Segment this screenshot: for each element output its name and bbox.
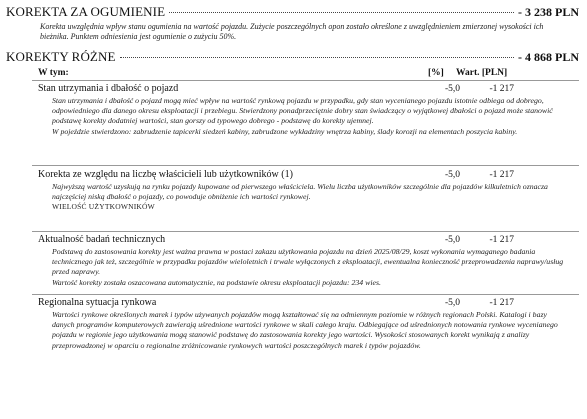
section-title: KOREKTA ZA OGUMIENIE — [6, 4, 166, 19]
ogumienie-note: Korekta uwzględnia wpływ stanu ogumienia na wartość pojazdu. Zużycie poszczególnych opon zostało określone z uwzględnieniem zmierzonej wysokości ich bieżnika. Punktem odniesienia jest ogumienie o zużyciu 50%. — [40, 22, 544, 41]
description-paragraph: W pojeździe stwierdzono: zabrudzenie tapicerki siedzeń kabiny, zabrudzone wykładziny wnętrza kabiny, ślady korozji na elementach poszycia kabiny. — [52, 126, 518, 136]
description-paragraph: Podstawą do zastosowania korekty jest ważna prawna w postaci zakazu użytkowania pojazdu na dzień 2025/08/29, koszt wykonania wymaganego badania technicznego jak też, szczególnie w przypadku pojazdów wieloletnich i trwale wyłączonych z eksploatacji, ewentualna konieczność przeprowadzenia naprawy/usług przed naprawy. — [52, 247, 564, 277]
item-percent: -5,0 — [444, 235, 460, 245]
description-paragraph: Stan utrzymania i dbałość o pojazd mogą mieć wpływ na wartość rynkową pojazdu w przypadku, gdy stan wycenianego pojazdu istotnie odbiega od dobrego, odpowiedniego dla danego okresu eksploatacji i przebiegu. Stwierdzony ponadprzeciętnie dobry stan świadczący o wyjątkowej dbałości o pojazd może stanowić podstawę korekty dodatniej wartości, stan gorszy od typowego dobrego - podstawę do korekty ujemnej. — [52, 96, 553, 126]
item-rule — [32, 165, 579, 166]
item-description — [52, 310, 565, 351]
section-header-rozne — [6, 49, 579, 65]
item-percent: -5,0 — [444, 84, 460, 94]
item-description — [52, 96, 565, 137]
dotted-leader — [169, 12, 514, 13]
column-header-percent: [%] — [428, 68, 444, 78]
item-value: -1 217 — [489, 84, 514, 94]
item-title: Aktualność badań technicznych — [38, 234, 166, 245]
description-paragraph: Wartości rynkowe określonych marek i typów używanych pojazdów mogą kształtować się na odmiennym poziomie w różnych regionach Polski. Katalogi i bazy danych programów komputerowych zawierają uśrednione wartości rynkowe w skali całego kraju. Odbiegające od uśrednionych notowania rynkowe wycenianego pojazdu w regionie jego użytkowania mogą stanowić podstawę do zastosowania korekty jego wartości. Wysokości stosowanych korekt wynikają z analizy przeprowadzonej w oparciu o regionalne zróżnicowanie rynkowych wartości poszczególnych marek i typów pojazdów. — [52, 310, 558, 350]
item-title: Korekta ze względu na liczbę właścicieli lub użytkowników (1) — [38, 169, 293, 180]
item-percent: -5,0 — [444, 298, 460, 308]
description-tag: WIELOŚĆ UŻYTKOWNIKÓW — [52, 202, 155, 212]
dotted-leader — [120, 57, 514, 58]
item-rule — [32, 231, 579, 232]
item-description — [52, 247, 565, 288]
section-title: KOREKTY RÓŻNE — [6, 49, 116, 64]
item-value: -1 217 — [489, 170, 514, 180]
item-value: -1 217 — [489, 235, 514, 245]
item-title: Stan utrzymania i dbałość o pojazd — [38, 83, 179, 94]
column-header-value: Wart. [PLN] — [456, 68, 508, 78]
section-amount: - 3 238 PLN — [518, 5, 579, 19]
item-value: -1 217 — [489, 298, 514, 308]
description-paragraph: Najwyższą wartość uzyskują na rynku pojazdy kupowane od pierwszego właściciela. Wielu liczba użytkowników szczególnie dla pojazdów kilkuletnich oznacza najczęściej niską dbałość o pojazdy, co powoduje obniżenie ich wartości rynkowej. — [52, 182, 548, 202]
item-description — [52, 182, 565, 213]
description-paragraph: Wartość korekty została oszacowana automatycznie, na podstawie okresu eksploatacji pojazdu: 234 wies. — [52, 277, 381, 287]
section-amount: - 4 868 PLN — [518, 50, 579, 64]
header-rule — [32, 80, 579, 81]
section-header-ogumienie — [6, 4, 579, 20]
w-tym-label: W tym: — [38, 68, 69, 78]
item-rule — [32, 294, 579, 295]
item-title: Regionalna sytuacja rynkowa — [38, 297, 157, 308]
item-percent: -5,0 — [444, 170, 460, 180]
